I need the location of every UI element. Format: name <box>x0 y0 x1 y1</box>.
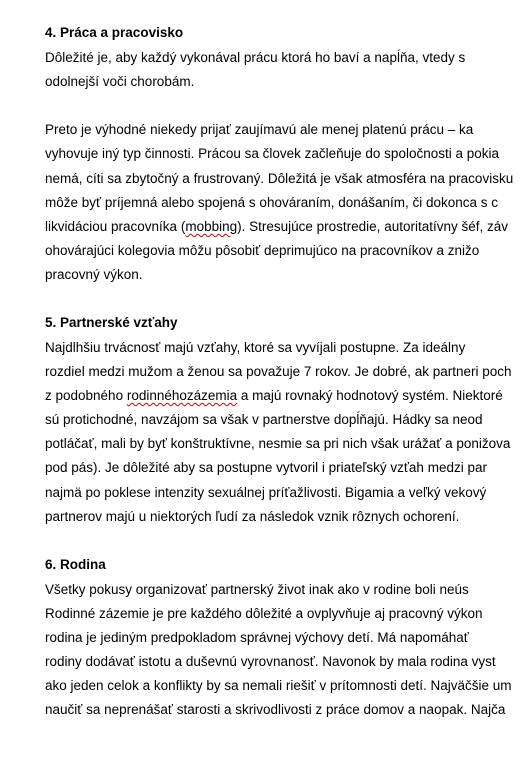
text-line: ohovárajúci kolegovia môžu pôsobiť deprimujúco na pracovníkov a znižo <box>45 243 480 258</box>
section-heading: 6. Rodina <box>45 557 106 572</box>
text-line: rozdiel medzi mužom a ženou sa považuje 7 rokov. Je dobré, ak partneri poch <box>45 364 512 379</box>
text-line: partnerov majú u niektorých ľudí za následok vznik rôznych ochorení. <box>45 509 460 524</box>
text-line: odolnejší voči chorobám. <box>45 74 195 89</box>
text-line: likvidáciou pracovníka (mobbing). Stresujúce prostredie, autoritatívny šéf, záv <box>45 219 508 234</box>
text-line: naučiť sa neprenášať starosti a skrivodlivosti z práce domov a naopak. Najča <box>45 702 506 717</box>
text-line: Rodinné zázemie je pre každého dôležité a ovplyvňuje aj pracovný výkon <box>45 606 483 621</box>
text-line: rodiny dodávať istotu a duševnú vyrovnanosť. Navonok by mala rodina vyst <box>45 654 496 669</box>
text-line: pod pás). Je dôležité aby sa postupne vytvoril i priateľský vzťah medzi par <box>45 460 487 475</box>
spellcheck-flagged-word[interactable]: mobbing <box>185 219 238 234</box>
text-line: môže byť príjemná alebo spojená s ohováraním, donášaním, či dokonca s c <box>45 195 499 210</box>
text-line: nemá, cíti sa zbytočný a frustrovaný. Dôležitá je však atmosféra na pracovisku <box>45 171 514 186</box>
text-line: Preto je výhodné niekedy prijať zaujímavú ale menej platenú prácu – ka <box>45 122 474 137</box>
spellcheck-flagged-word[interactable]: rodinnéhozázemia <box>126 388 238 403</box>
text-line: najmä po poklese intenzity sexuálnej príťažlivosti. Bigamia a veľký vekový <box>45 485 487 500</box>
text-line: z podobného rodinnéhozázemia a majú rovnaký hodnotový systém. Niektoré <box>45 388 503 403</box>
text-line: ako jeden celok a konflikty by sa nemali riešiť v prítomnosti detí. Najväčšie um <box>45 678 512 693</box>
text-line: Dôležité je, aby každý vykonával prácu ktorá ho baví a napĺňa, vtedy s <box>45 50 466 65</box>
text-line: potláčať, mali by byť konštruktívne, nesmie sa pri nich však urážať a ponižova <box>45 436 511 451</box>
text-line: rodina je jediným predpokladom správnej výchovy detí. Má napomáhať <box>45 630 469 645</box>
text-line: vyhovuje iný typ činnosti. Prácou sa človek začleňuje do spoločnosti a pokia <box>45 146 500 161</box>
text-line: Najdlhšiu trvácnosť majú vzťahy, ktoré sa vyvíjali postupne. Za ideálny <box>45 340 466 355</box>
text-line: Všetky pokusy organizovať partnerský život inak ako v rodine boli neús <box>45 582 469 597</box>
section-heading: 4. Práca a pracovisko <box>45 25 184 40</box>
text-line: pracovný výkon. <box>45 267 143 282</box>
document-page <box>45 0 529 775</box>
text-line: sú protichodné, navzájom sa však v partnerstve dopĺňajú. Hádky sa neod <box>45 412 483 427</box>
section-heading: 5. Partnerské vzťahy <box>45 315 178 330</box>
